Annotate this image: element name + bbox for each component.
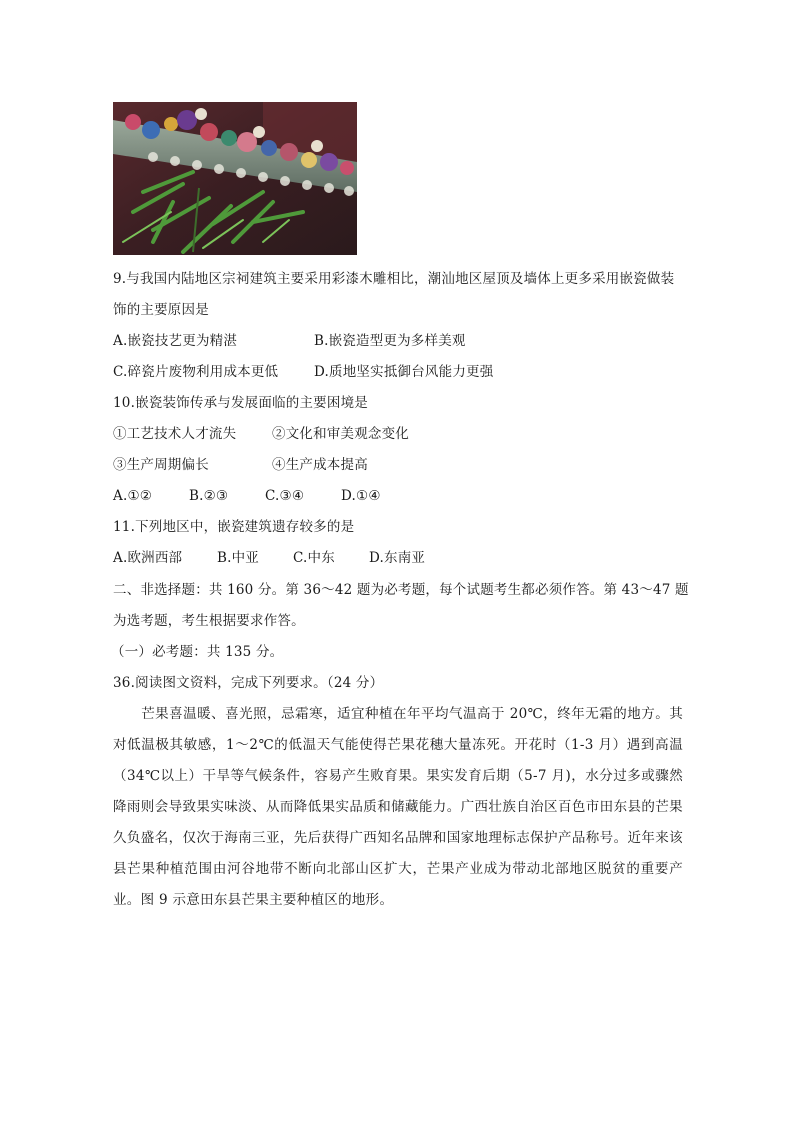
section2-heading-line1: 二、非选择题：共 160 分。第 36～42 题为必考题，每个试题考生都必须作答。第 43～47 题: [113, 582, 689, 598]
q9-stem-line1: 9.与我国内陆地区宗祠建筑主要采用彩漆木雕相比，潮汕地区屋顶及墙体上更多采用嵌瓷做装: [113, 271, 675, 287]
q11-stem: 11.下列地区中，嵌瓷建筑遗存较多的是: [113, 519, 355, 535]
q10-option-a: A.①②: [113, 488, 153, 504]
q10-options: [113, 487, 683, 505]
q10-stem: 10.嵌瓷装饰传承与发展面临的主要困境是: [113, 395, 368, 411]
q10-items-row2: [113, 456, 683, 474]
q11-option-c: C.中东: [293, 550, 335, 566]
q10-item-4: ④生产成本提高: [272, 457, 368, 473]
q10-items-row1: [113, 425, 683, 443]
q10-item-1: ①工艺技术人才流失: [113, 426, 237, 442]
q36-stem: 36.阅读图文资料，完成下列要求。（24 分）: [113, 675, 384, 691]
section2-subheading: （一）必考题：共 135 分。: [111, 644, 284, 660]
roof-inlay-photo: [113, 102, 357, 255]
q11-option-a: A.欧洲西部: [113, 550, 183, 566]
q36-passage: [113, 699, 683, 916]
q10-option-c: C.③④: [265, 488, 305, 504]
q9-option-b: B.嵌瓷造型更为多样美观: [314, 333, 466, 349]
q10-item-3: ③生产周期偏长: [113, 457, 209, 473]
q11-options: [113, 549, 683, 567]
q9-stem-line2: 饰的主要原因是: [113, 302, 209, 318]
q10-option-d: D.①④: [341, 488, 381, 504]
q9-option-a: A.嵌瓷技艺更为精湛: [113, 333, 238, 349]
q11-option-b: B.中亚: [217, 550, 260, 566]
section2-heading-line2: 为选考题，考生根据要求作答。: [113, 613, 305, 629]
q9-option-d: D.质地坚实抵御台风能力更强: [314, 364, 494, 380]
q9-options-row2: [113, 363, 683, 381]
q11-option-d: D.东南亚: [369, 550, 426, 566]
q10-item-2: ②文化和审美观念变化: [272, 426, 409, 442]
q9-options-row1: [113, 332, 683, 350]
q10-option-b: B.②③: [189, 488, 229, 504]
q36-passage-text: 芒果喜温暖、喜光照，忌霜寒，适宜种植在年平均气温高于 20℃，终年无霜的地方。其对低温极其敏感，1～2℃的低温天气能使得芒果花穗大量冻死。开花时（1-3 月）遇到高温（34℃以上）干旱等气候条件，容易产生败育果。果实发育后期（5-7 月)，水分过多或骤然降雨则会导致果实味淡、从而降低果实品质和储藏能力。广西壮族自治区百色市田东县的芒果久负盛名，仅次于海南三亚，先后获得广西知名品牌和国家地理标志保护产品称号。近年来该县芒果种植范围由河谷地带不断向北部山区扩大，芒果产业成为带动北部地区脱贫的重要产业。图 9 示意田东县芒果主要种植区的地形。: [113, 706, 683, 908]
q9-option-c: C.碎瓷片废物利用成本更低: [113, 364, 279, 380]
